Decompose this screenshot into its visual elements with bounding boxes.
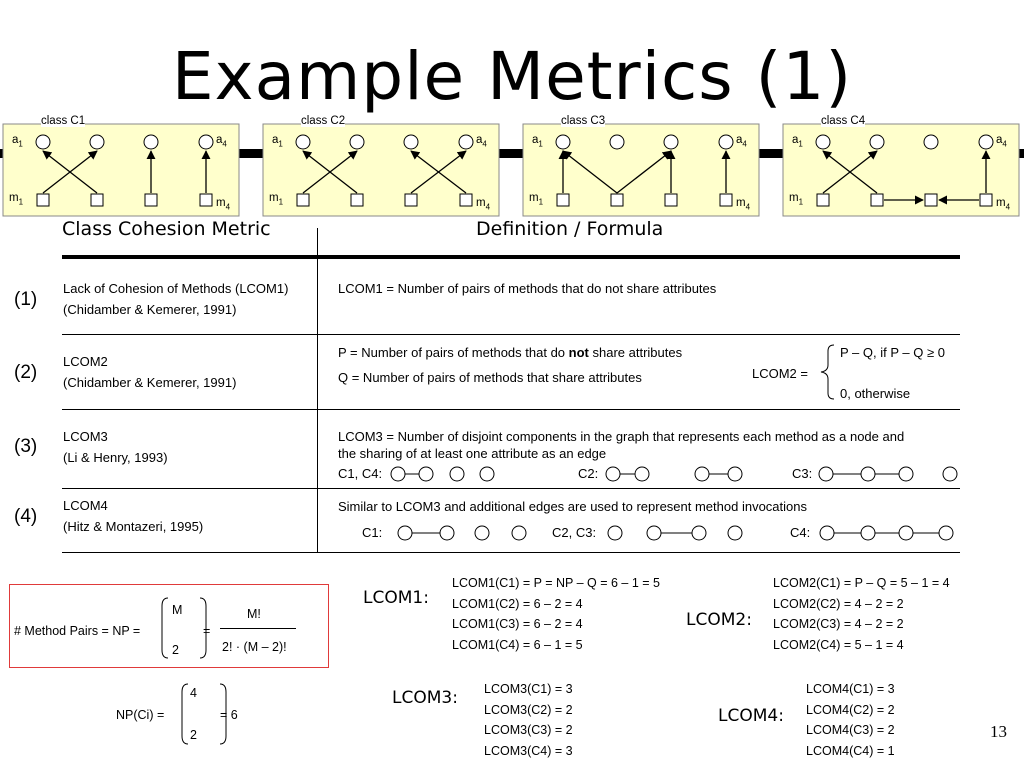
class-name: class C4	[821, 115, 866, 127]
attribute-label-a1: $a_1$	[532, 134, 543, 149]
row-2-def-q: Q = Number of pairs of methods that share attributes	[338, 370, 642, 385]
graph-node	[647, 526, 661, 540]
class-name: class C1	[41, 115, 86, 127]
row-1-label: (1)	[14, 289, 38, 310]
row-3-source: (Li & Henry, 1993)	[63, 450, 168, 465]
def-p-bold: not	[568, 345, 589, 360]
row-3-metric: LCOM3	[63, 429, 108, 444]
slide-title: Example Metrics (1)	[171, 38, 853, 115]
component-graph-5	[608, 526, 742, 540]
row-4-source: (Hitz & Montazeri, 1995)	[63, 519, 204, 534]
np-binom-bottom: 2	[172, 643, 179, 657]
method-label-m4: $m_4$	[996, 197, 1011, 212]
row-4-graph-1-label: C1:	[362, 525, 383, 540]
component-graph-3	[819, 467, 957, 481]
lcom4-line: LCOM4(C2) = 2	[806, 702, 895, 717]
graph-node	[419, 467, 433, 481]
lcom2-case-2: 0, otherwise	[840, 386, 911, 401]
row-3-graph-1-label: C1, C4:	[338, 466, 383, 481]
lcom2-summary	[773, 573, 950, 655]
attribute-label-a4: $a_4$	[476, 134, 487, 149]
npci-rhs: = 6	[220, 708, 238, 722]
npci-lhs: NP(Ci) =	[116, 708, 165, 722]
class-name: class C3	[561, 115, 606, 127]
row-3-def-line-2: the sharing of at least one attribute as an edge	[338, 446, 607, 461]
lcom2-line: LCOM2(C2) = 4 – 2 = 2	[773, 596, 904, 611]
method-label-m4: $m_4$	[736, 197, 751, 212]
page-number: 13	[990, 722, 1007, 741]
graph-node	[861, 526, 875, 540]
row-4-graph-2-label: C2, C3:	[552, 525, 597, 540]
row-4-definition: Similar to LCOM3 and additional edges are used to represent method invocations	[338, 499, 807, 514]
lcom1-line: LCOM1(C2) = 6 – 2 = 4	[452, 596, 583, 611]
graph-node	[608, 526, 622, 540]
row-1-source: (Chidamber & Kemerer, 1991)	[63, 302, 237, 317]
lcom2-summary-label: LCOM2:	[686, 610, 752, 630]
header-metric: Class Cohesion Metric	[62, 218, 271, 240]
attribute-label-a4: $a_4$	[216, 134, 227, 149]
np-lhs: # Method Pairs = NP =	[14, 624, 141, 638]
def-p-prefix: P = Number of pairs of methods that do	[338, 345, 566, 360]
row-3-graph-2-label: C2:	[578, 466, 599, 481]
np-denominator: 2! · (M – 2)!	[222, 640, 287, 654]
np-binom-top: M	[172, 603, 183, 617]
np-binomial-parens	[160, 596, 211, 660]
lcom2-line: LCOM2(C1) = P – Q = 5 – 1 = 4	[773, 576, 950, 590]
lcom4-line: LCOM4(C3) = 2	[806, 723, 895, 737]
attribute-label-a1: $a_1$	[272, 134, 283, 149]
lcom3-summary-label: LCOM3:	[392, 688, 458, 708]
graph-node	[391, 467, 405, 481]
graph-node	[861, 467, 875, 481]
def-p-suffix: share attributes	[592, 345, 683, 360]
row-3-label: (3)	[14, 436, 38, 457]
graph-node	[475, 526, 489, 540]
method-label-m1: $m_1$	[9, 192, 24, 207]
lcom3-line: LCOM3(C3) = 2	[484, 723, 573, 737]
graph-node	[635, 467, 649, 481]
row-4-label: (4)	[14, 506, 38, 527]
row-1-metric: Lack of Cohesion of Methods (LCOM1)	[63, 281, 289, 296]
component-graph-2	[606, 467, 742, 481]
method-label-m1: $m_1$	[529, 192, 544, 207]
lcom4-summary	[806, 679, 895, 761]
npci-binom-bottom: 2	[190, 728, 197, 742]
method-label-m4: $m_4$	[216, 197, 231, 212]
graph-node	[692, 526, 706, 540]
row-2-label: (2)	[14, 362, 38, 383]
lcom3-line: LCOM3(C1) = 3	[484, 682, 573, 696]
graph-node	[728, 526, 742, 540]
attribute-label-a4: $a_4$	[736, 134, 747, 149]
lcom3-line: LCOM3(C2) = 2	[484, 702, 573, 717]
lcom4-summary-label: LCOM4:	[718, 706, 784, 726]
graph-node	[820, 526, 834, 540]
row-3-graph-3-label: C3:	[792, 466, 813, 481]
graph-node	[899, 467, 913, 481]
graph-node	[728, 467, 742, 481]
lcom2-case-1: P – Q, if P – Q ≥ 0	[840, 345, 945, 360]
npci-binom-top: 4	[190, 686, 197, 700]
row-4-metric: LCOM4	[63, 498, 108, 513]
method-label-m1: $m_1$	[269, 192, 284, 207]
lcom1-line: LCOM1(C4) = 6 – 1 = 5	[452, 637, 583, 652]
lcom1-summary	[452, 573, 660, 655]
row-1-definition: LCOM1 = Number of pairs of methods that do not share attributes	[338, 281, 717, 296]
attribute-label-a4: $a_4$	[996, 134, 1007, 149]
graph-node	[695, 467, 709, 481]
np-equals: =	[203, 624, 211, 638]
graph-node	[943, 467, 957, 481]
graph-node	[480, 467, 494, 481]
lcom2-line: LCOM2(C4) = 5 – 1 = 4	[773, 637, 904, 652]
lcom2-line: LCOM2(C3) = 4 – 2 = 2	[773, 617, 904, 631]
graph-node	[939, 526, 953, 540]
graph-node	[450, 467, 464, 481]
lcom4-line: LCOM4(C1) = 3	[806, 682, 895, 696]
lcom4-line: LCOM4(C4) = 1	[806, 743, 895, 758]
method-label-m1: $m_1$	[789, 192, 804, 207]
row-2-source: (Chidamber & Kemerer, 1991)	[63, 375, 237, 390]
header-definition: Definition / Formula	[476, 218, 664, 240]
component-graph-4	[398, 526, 526, 540]
graph-node	[606, 467, 620, 481]
row-2-metric: LCOM2	[63, 354, 108, 369]
row-3-def-line-1: LCOM3 = Number of disjoint components in the graph that represents each method as a node and	[338, 429, 905, 444]
graph-node	[819, 467, 833, 481]
np-fraction-bar	[220, 628, 296, 629]
lcom1-summary-label: LCOM1:	[363, 588, 429, 608]
lcom1-line: LCOM1(C1) = P = NP – Q = 6 – 1 = 5	[452, 576, 660, 590]
lcom1-line: LCOM1(C3) = 6 – 2 = 4	[452, 617, 583, 631]
lcom2-formula-lhs: LCOM2 =	[752, 366, 808, 381]
graph-node	[398, 526, 412, 540]
np-numerator: M!	[247, 607, 261, 621]
lcom3-summary	[484, 679, 573, 761]
graph-node	[899, 526, 913, 540]
method-label-m4: $m_4$	[476, 197, 491, 212]
attribute-label-a1: $a_1$	[792, 134, 803, 149]
attribute-label-a1: $a_1$	[12, 134, 23, 149]
class-name: class C2	[301, 115, 346, 127]
graph-node	[512, 526, 526, 540]
graph-node	[440, 526, 454, 540]
component-graph-6	[820, 526, 953, 540]
lcom3-line: LCOM3(C4) = 3	[484, 743, 573, 758]
row-4-graph-3-label: C4:	[790, 525, 811, 540]
component-graph-1	[391, 467, 494, 481]
